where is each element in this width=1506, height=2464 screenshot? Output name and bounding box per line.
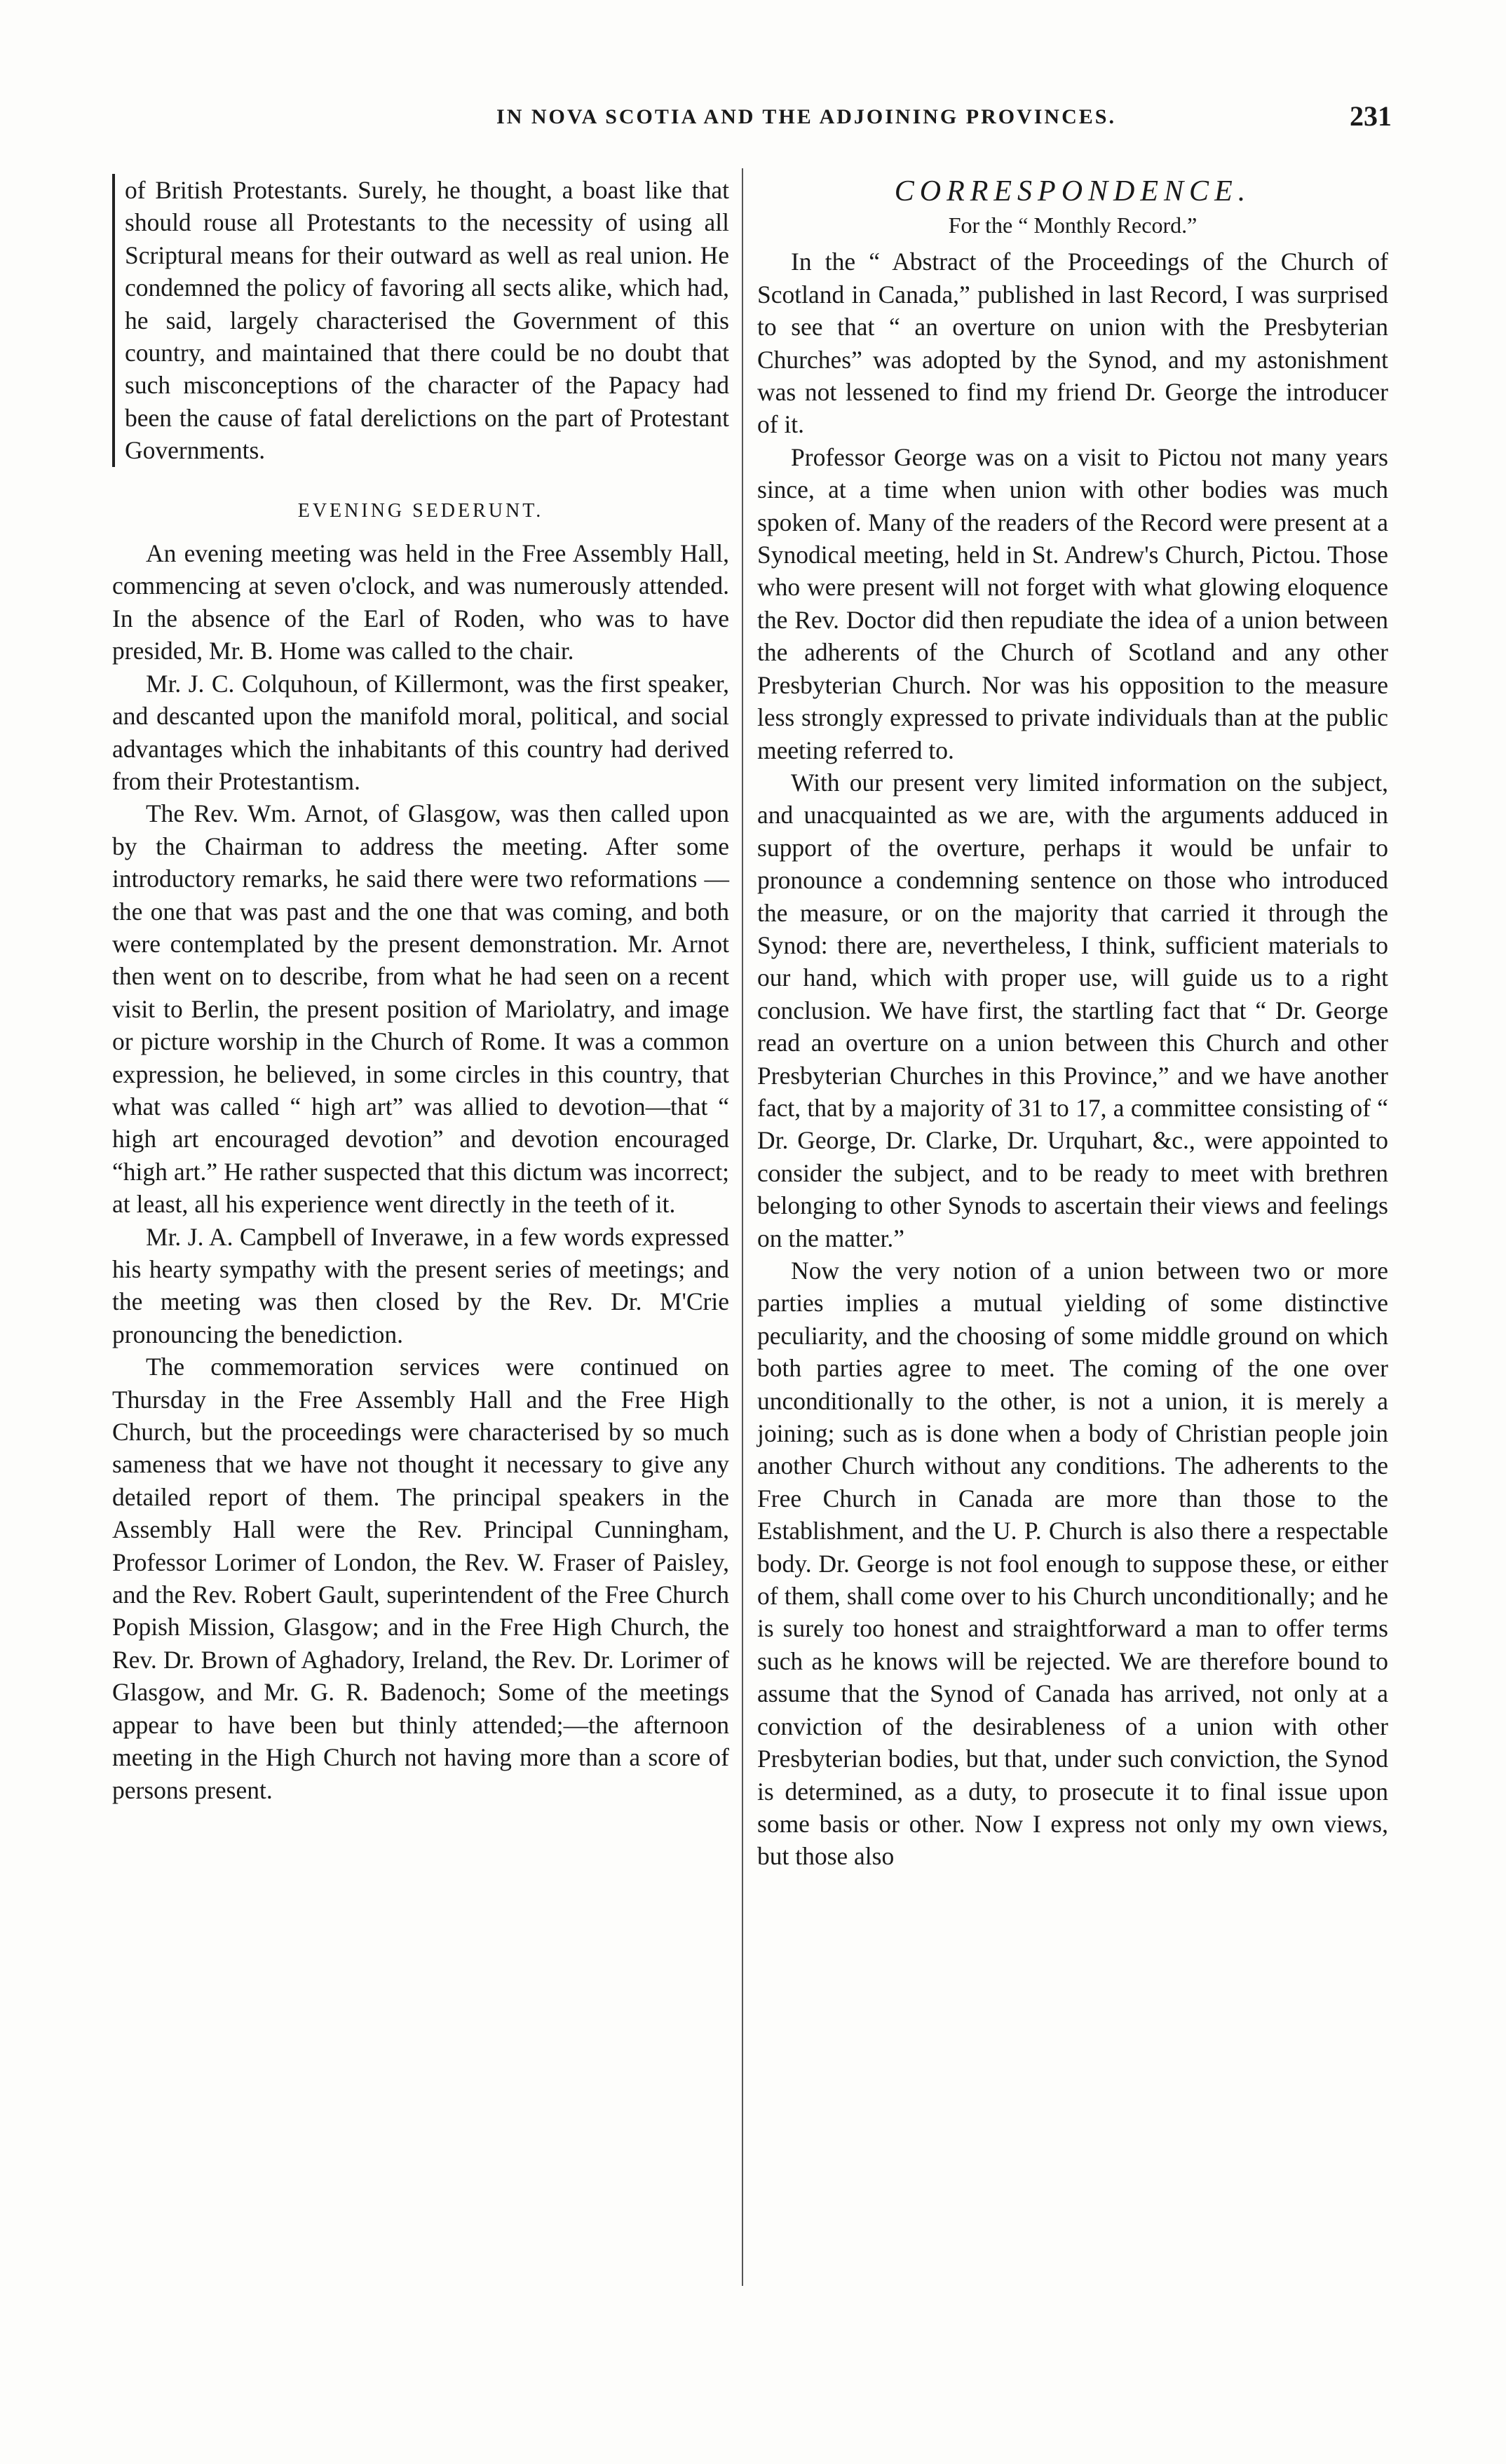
paragraph: The commemoration services were continued on Thursday in the Free Assembly Hall and the Free High Church, but the proceedings were characterised by so much sameness that we have not thought it necessary to give any detailed report of them. The principal speakers in the Assembly Hall were the Rev. Principal Cunningham, Professor Lorimer of London, the Rev. W. Fraser of Paisley, and the Rev. Robert Gault, superintendent of the Free Church Popish Mission, Glasgow; and in the Free High Church, the Rev. Dr. Brown of Aghadory, Ireland, the Rev. Dr. Lorimer of Glasgow, and Mr. G. R. Badenoch; Some of the meetings appear to have been but thinly attended;—the afternoon meeting in the High Church not having more than a score of persons present.: [112, 1353, 729, 1804]
correspondence-subheading: For the “ Monthly Record.”: [948, 212, 1198, 238]
paragraph: Now the very notion of a union between two or more parties implies a mutual yielding of some distinctive peculiarity, and the choosing of some middle ground on which both parties agree to meet. The coming of the one over unconditionally to the other, is not a union, it is merely a joining; such as is done when a body of Christian people join another Church without any conditions. The adherents to the Free Church in Canada are more than those to the Establishment, and the U. P. Church is also there a respectable body. Dr. George is not fool enough to suppose these, or either of them, shall come over to his Church unconditionally; and he is surely too honest and straightforward a man to offer terms such as he knows will be rejected. We are therefore bound to assume that the Synod of Canada has arrived, not only at a conviction of the desirableness of a union with other Presbyterian bodies, but that, under such conviction, the Synod is determined, as a duty, to prosecute it to final issue upon some basis or other. Now I express not only my own views, but those also: [757, 1257, 1388, 1871]
column-divider: [742, 168, 743, 2286]
correspondence-heading: CORRESPONDENCE.: [894, 175, 1251, 208]
right-column: [757, 174, 1388, 1873]
left-column: [112, 174, 729, 1806]
paragraph: Professor George was on a visit to Pictou not many years since, at a time when union with other bodies was much spoken of. Many of the readers of the Record were present at a Synodical meeting, held in St. Andrew's Church, Pictou. Those who were present will not forget with what glowing eloquence the Rev. Doctor did then repudiate the idea of a union between the adherents of the Church of Scotland and any other Presbyterian Church. Nor was his opposition to the measure less strongly expressed to private individuals than at the public meeting referred to.: [757, 442, 1388, 764]
paragraph: With our present very limited information on the subject, and unacquainted as we are, with the arguments adduced in support of the overture, perhaps it would be unfair to pronounce a condemning sentence on those who introduced the measure, or on the majority that carried it through the Synod: there are, nevertheless, I think, sufficient materials to our hand, which with proper use, will guide us to a right conclusion. We have first, the startling fact that “ Dr. George read an overture on a union between this Church and other Presbyterian Churches in this Province,” and we have another fact, that by a majority of 31 to 17, a committee consisting of “ Dr. George, Dr. Clarke, Dr. Urquhart, &c., were appointed to consider the subject, and to be ready to meet with brethren belonging to other Synods to ascertain their views and feelings on the matter.”: [757, 768, 1388, 1252]
paragraph: of British Protestants. Surely, he thought, a boast like that should rouse all Protestants to the necessity of using all Scriptural means for their outward as well as real union. He condemned the policy of favoring all sects alike, which had, he said, largely characterised the Government of this country, and maintained that there could be no doubt that such misconceptions of the character of the Papacy had been the cause of fatal derelictions on the part of Protestant Governments.: [112, 174, 729, 467]
page-number: 231: [1350, 100, 1392, 132]
paragraph: In the “ Abstract of the Proceedings of the Church of Scotland in Canada,” published in last Record, I was surprised to see that “ an overture on union with the Presbyterian Churches” was adopted by the Synod, and my astonishment was not lessened to find my friend Dr. George the introducer of it.: [757, 248, 1388, 439]
section-heading: EVENING SEDERUNT.: [297, 499, 544, 522]
paragraph: Mr. J. A. Campbell of Inverawe, in a few words expressed his hearty sympathy with the present series of meetings; and the meeting was then closed by the Rev. Dr. M'Crie pronouncing the benediction.: [112, 1222, 729, 1348]
running-head: IN NOVA SCOTIA AND THE ADJOINING PROVINCES.: [496, 105, 1116, 128]
paragraph: Mr. J. C. Colquhoun, of Killermont, was the first speaker, and descanted upon the manifold moral, political, and social advantages which the inhabitants of this country had derived from their Protestantism.: [112, 669, 729, 795]
paragraph: The Rev. Wm. Arnot, of Glasgow, was then called upon by the Chairman to address the meeting. After some introductory remarks, he said there were two reformations —the one that was past and the one that was coming, and both were contemplated by the present demonstration. Mr. Arnot then went on to describe, from what he had seen on a recent visit to Berlin, the present position of Mariolatry, and image or picture worship in the Church of Rome. It was a common expression, he believed, in some circles in this country, that what was called “ high art” was allied to devotion—that “ high art encouraged devotion” and devotion encouraged “high art.” He rather suspected that this dictum was incorrect; at least, all his experience went directly in the teeth of it.: [112, 799, 729, 1219]
paragraph: An evening meeting was held in the Free Assembly Hall, commencing at seven o'clock, and was numerously attended. In the absence of the Earl of Roden, who was to have presided, Mr. B. Home was called to the chair.: [112, 539, 729, 665]
